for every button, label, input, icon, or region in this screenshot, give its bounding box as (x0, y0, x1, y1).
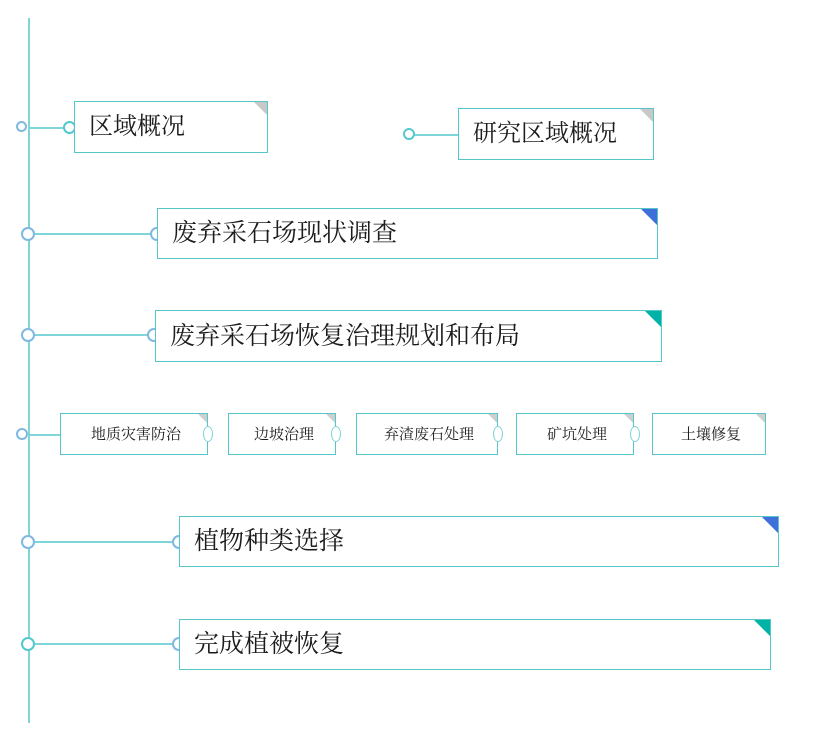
corner-flag-gray-icon (640, 109, 653, 122)
box-study-area-overview[interactable] (458, 108, 654, 160)
box-plant-species-selection[interactable] (179, 516, 779, 567)
box-label: 完成植被恢复 (194, 630, 345, 658)
corner-flag-gray-icon (326, 414, 335, 423)
connector-row3 (28, 334, 158, 336)
spine-node-1[interactable] (16, 121, 27, 132)
connector-row2 (28, 233, 158, 235)
box-label: 废弃采石场现状调查 (172, 219, 398, 247)
spine-node-2[interactable] (21, 227, 35, 241)
spine-node-3[interactable] (21, 328, 35, 342)
timeline-spine (28, 18, 30, 723)
box-region-overview[interactable] (74, 101, 268, 153)
corner-flag-gray-icon (756, 414, 765, 423)
box-pit-treatment[interactable] (516, 413, 634, 455)
box-label: 弃渣废石处理 (383, 425, 474, 443)
corner-flag-blue-icon (641, 209, 657, 225)
corner-flag-teal-icon (645, 311, 661, 327)
connector-drop-3 (493, 426, 503, 442)
connector-row5 (28, 541, 180, 543)
box-label: 矿坑处理 (546, 425, 607, 443)
box-soil-remediation[interactable] (652, 413, 766, 455)
box-restoration-plan-layout[interactable] (155, 310, 662, 362)
connector-drop-4 (630, 426, 640, 442)
corner-flag-gray-icon (624, 414, 633, 423)
connector-drop-1 (203, 426, 213, 442)
box-label: 边坡治理 (253, 425, 314, 443)
corner-flag-gray-icon (254, 102, 267, 115)
connector-drop-2 (331, 426, 341, 442)
box-label: 土壤修复 (680, 425, 741, 443)
connector-row6 (28, 643, 180, 645)
box-label: 废弃采石场恢复治理规划和布局 (170, 321, 521, 350)
box-waste-rock-disposal[interactable] (356, 413, 498, 455)
connector-row1-b (408, 134, 460, 136)
spine-node-6[interactable] (21, 637, 35, 651)
corner-flag-gray-icon (488, 414, 497, 423)
box-label: 区域概况 (89, 113, 185, 140)
box-quarry-status-survey[interactable] (157, 208, 658, 259)
spine-node-4[interactable] (16, 428, 28, 440)
box-slope-treatment[interactable] (228, 413, 336, 455)
box-vegetation-restoration-complete[interactable] (179, 619, 771, 670)
corner-flag-gray-icon (198, 414, 207, 423)
spine-node-5[interactable] (21, 535, 35, 549)
corner-flag-teal-icon (754, 620, 770, 636)
box-label: 地质灾害防治 (90, 425, 181, 443)
box-label: 植物种类选择 (194, 527, 345, 555)
box-geohazard-prevention[interactable] (60, 413, 208, 455)
branch-node-2[interactable] (403, 128, 415, 140)
corner-flag-blue-icon (762, 517, 778, 533)
connector-row4 (28, 434, 62, 436)
box-label: 研究区域概况 (473, 120, 617, 147)
